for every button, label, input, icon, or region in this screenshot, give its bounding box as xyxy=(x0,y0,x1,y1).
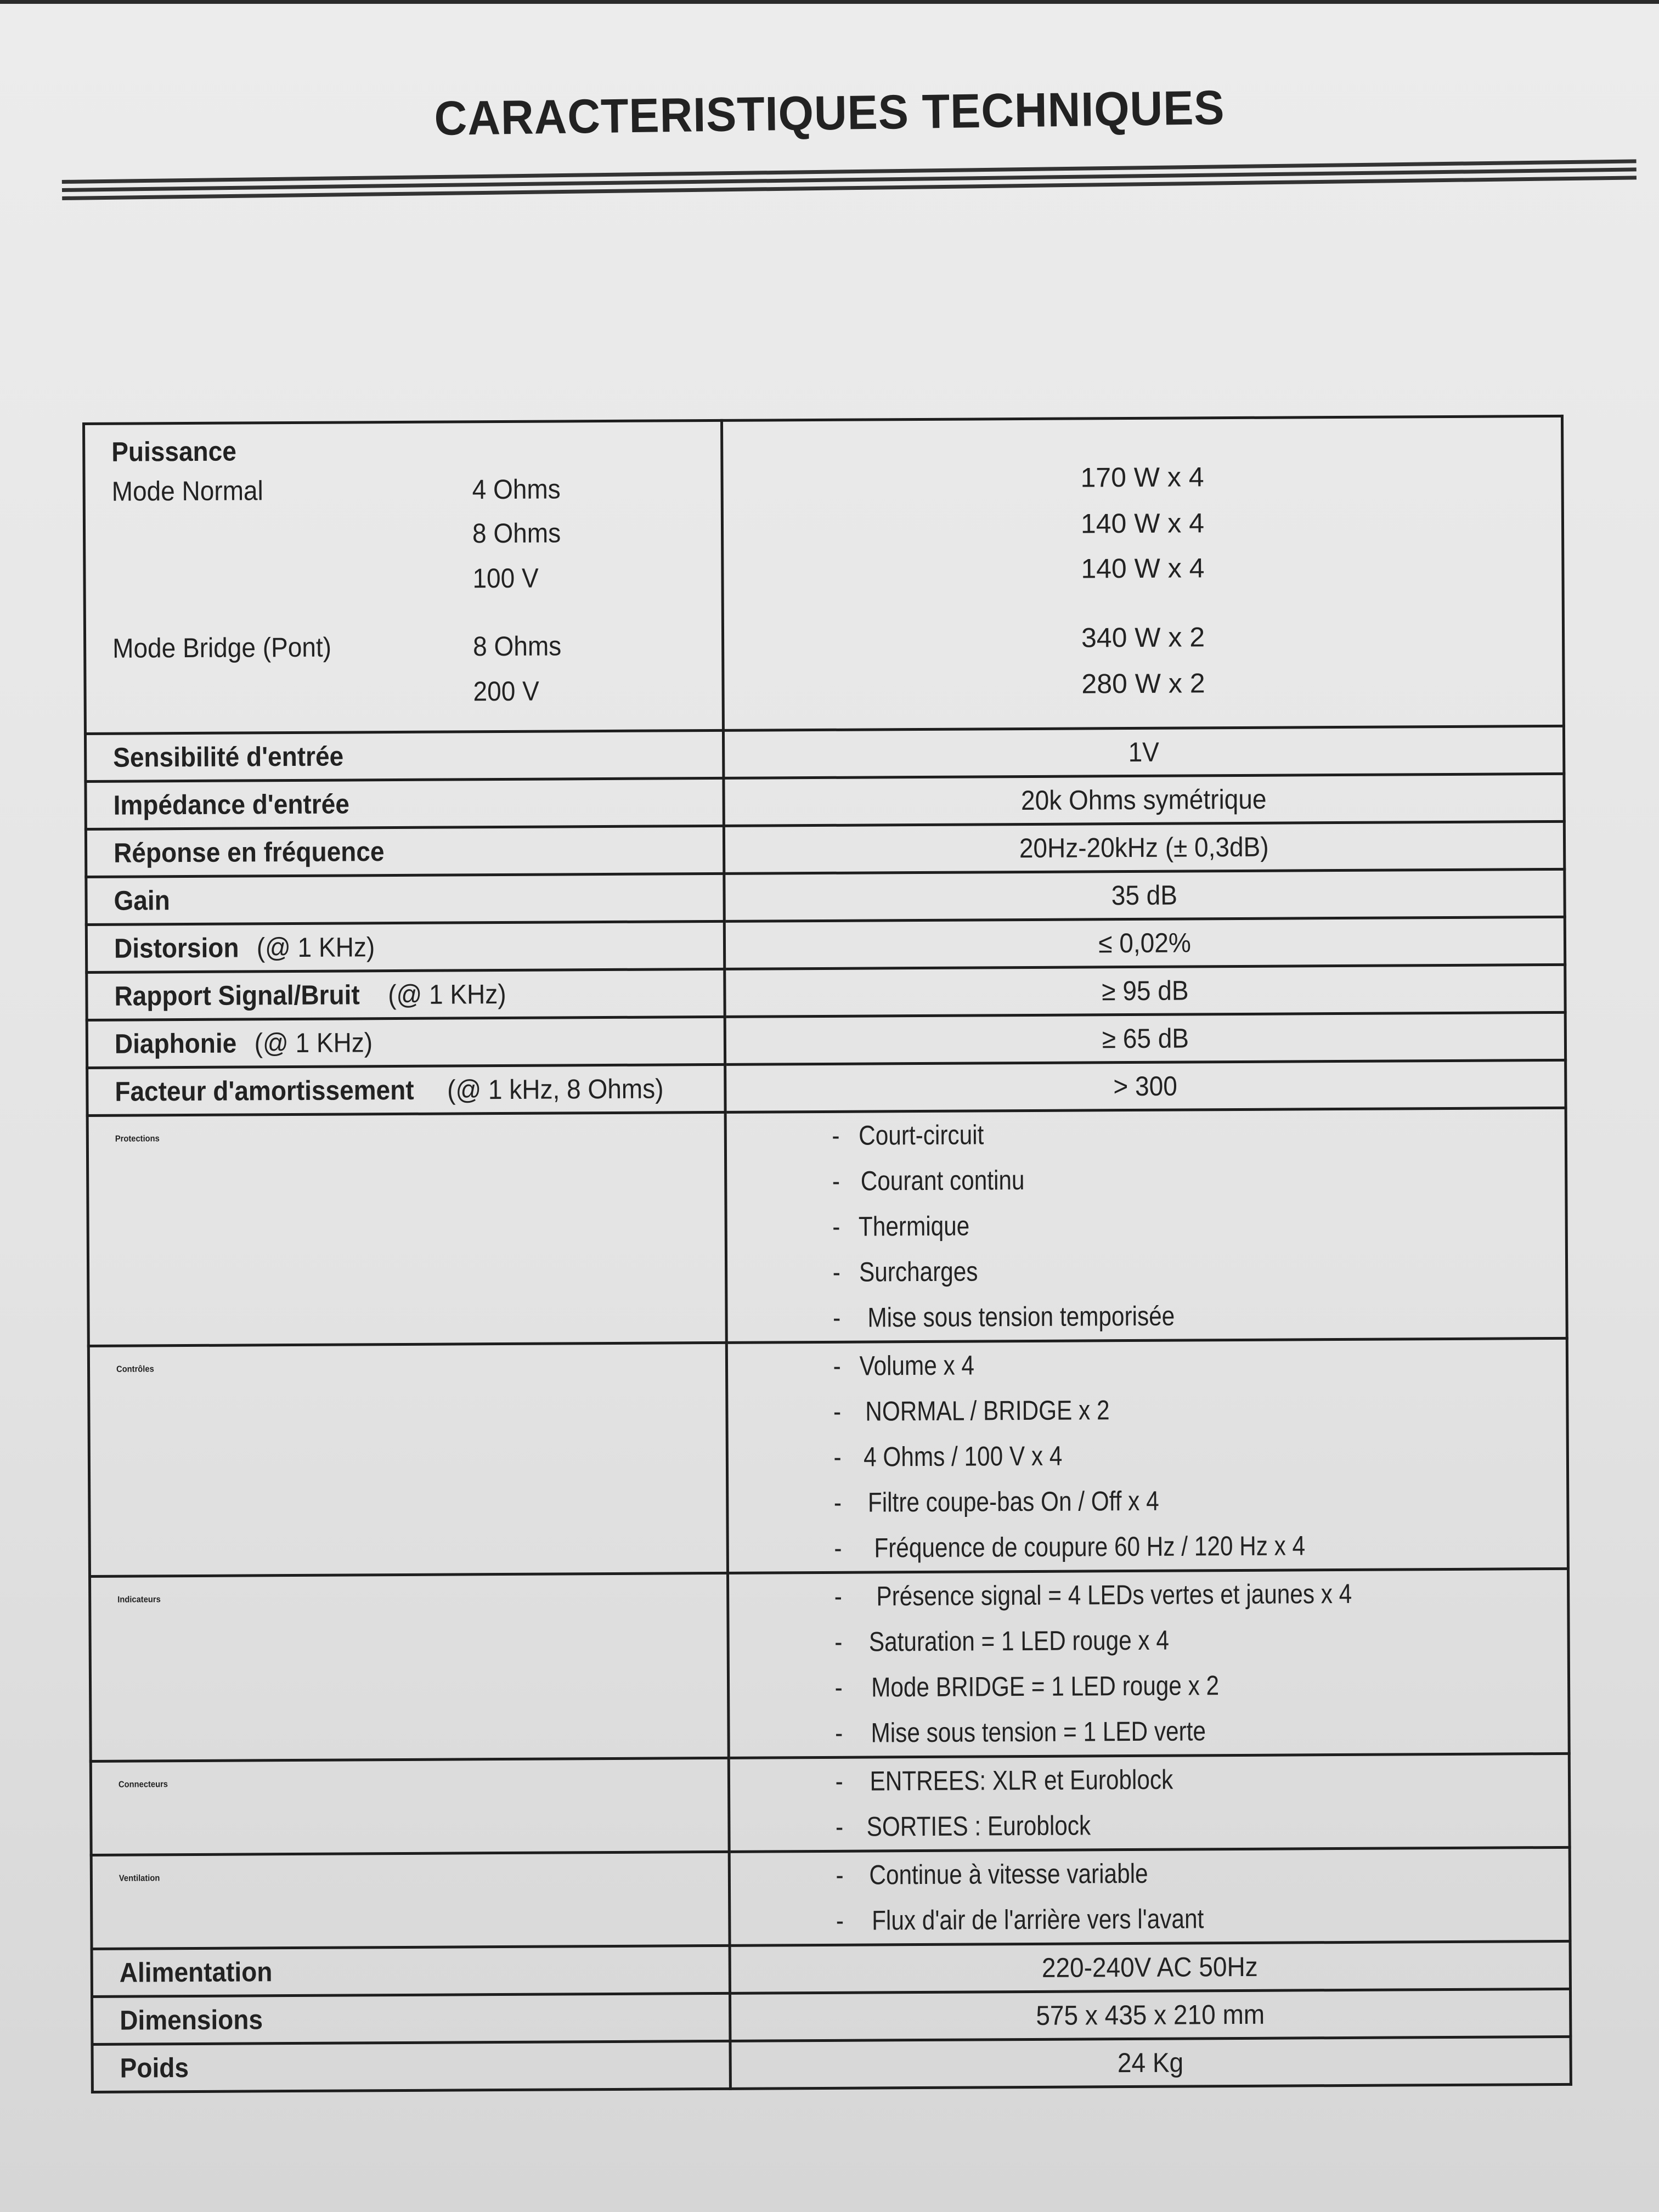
spec-value: 1V xyxy=(1128,736,1159,768)
spec-value-cell xyxy=(724,917,1565,969)
spec-list-item xyxy=(834,1661,1509,1710)
spec-list-item-text: NORMAL / BRIDGE x 2 xyxy=(865,1395,1110,1427)
spec-list-item xyxy=(835,1894,1510,1943)
spec-value: 20k Ohms symétrique xyxy=(1021,783,1267,816)
spec-label-cell xyxy=(92,1945,730,1996)
spec-label-cell xyxy=(92,1993,730,2044)
spec-list-item-text: Flux d'air de l'arrière vers l'avant xyxy=(871,1903,1204,1936)
specs-table xyxy=(82,415,1572,2094)
spec-row xyxy=(92,2036,1571,2092)
mode-normal-label: Mode Normal xyxy=(111,475,263,507)
spec-label: Facteur d'amortissement xyxy=(115,1074,414,1107)
spec-label-cell xyxy=(86,873,724,924)
spec-list-item xyxy=(832,1291,1506,1340)
spec-label: Rapport Signal/Bruit xyxy=(114,979,360,1012)
bullet-dash: - xyxy=(832,1165,840,1197)
bullet-dash: - xyxy=(833,1302,841,1333)
spec-label: Contrôles xyxy=(116,1364,154,1374)
spec-list-item xyxy=(833,1522,1508,1571)
spec-label: Alimentation xyxy=(119,1956,273,1988)
spec-list-item xyxy=(834,1801,1509,1849)
spec-label-condition: (@ 1 KHz) xyxy=(381,978,506,1011)
power-value-5: 280 W x 2 xyxy=(1081,668,1205,699)
bullet-dash: - xyxy=(834,1717,843,1748)
spec-list-item xyxy=(833,1570,1508,1619)
spec-label: Protections xyxy=(115,1134,160,1144)
spec-label-cell xyxy=(92,2041,730,2092)
bullet-dash: - xyxy=(833,1441,842,1472)
spec-value: ≥ 65 dB xyxy=(1102,1023,1189,1054)
bullet-dash: - xyxy=(834,1672,843,1703)
spec-list-item xyxy=(834,1755,1509,1804)
spec-label: Gain xyxy=(114,885,170,916)
bullet-dash: - xyxy=(832,1211,840,1242)
condition-4: 8 Ohms xyxy=(473,630,562,662)
condition-2: 8 Ohms xyxy=(472,517,561,549)
spec-label: Impédance d'entrée xyxy=(113,788,349,821)
spec-value-cell xyxy=(724,774,1564,826)
spec-list-item-text: 4 Ohms / 100 V x 4 xyxy=(863,1440,1063,1472)
spec-value: 575 x 435 x 210 mm xyxy=(1036,1999,1265,2031)
spec-list-cell xyxy=(725,1108,1567,1342)
bullet-dash: - xyxy=(836,1905,844,1936)
spec-label-cell xyxy=(86,921,724,972)
spec-value: 220-240V AC 50Hz xyxy=(1042,1951,1259,1983)
bullet-dash: - xyxy=(834,1581,843,1612)
spec-value-cell xyxy=(725,1012,1565,1064)
spec-list-cell xyxy=(726,1338,1568,1573)
spec-label: Ventilation xyxy=(119,1874,160,1883)
spec-label-cell xyxy=(91,1852,730,1949)
spec-value-cell xyxy=(724,821,1564,873)
spec-value-cell xyxy=(723,726,1564,778)
spec-list-item-text: Thermique xyxy=(858,1210,970,1242)
page-title: CARACTERISTIQUES TECHNIQUES xyxy=(433,80,1226,146)
spec-row xyxy=(86,917,1565,972)
spec-label: Dimensions xyxy=(120,2004,263,2036)
power-value-1: 170 W x 4 xyxy=(1080,461,1204,493)
spec-label-condition: (@ 1 kHz, 8 Ohms) xyxy=(439,1073,664,1105)
spec-label: Réponse en fréquence xyxy=(113,836,385,868)
spec-list-item-text: SORTIES : Euroblock xyxy=(866,1810,1091,1842)
spec-list-row xyxy=(90,1568,1570,1761)
row-puissance xyxy=(84,416,1564,733)
bullet-dash: - xyxy=(833,1350,841,1381)
spec-value: 35 dB xyxy=(1111,879,1178,911)
spec-list-item xyxy=(831,1109,1506,1158)
spec-label: Sensibilité d'entrée xyxy=(113,741,344,773)
bullet-dash: - xyxy=(834,1532,842,1564)
spec-list-item xyxy=(834,1707,1509,1756)
spec-list-item-text: Surcharges xyxy=(859,1256,978,1288)
spec-label-cell xyxy=(87,1112,726,1346)
bullet-dash: - xyxy=(832,1120,840,1151)
spec-list-item-text: Courant continu xyxy=(860,1165,1025,1197)
spec-label-cell xyxy=(86,826,724,877)
spec-list-item-text: Fréquence de coupure 60 Hz / 120 Hz x 4 xyxy=(874,1530,1306,1564)
power-value-3: 140 W x 4 xyxy=(1081,552,1205,584)
spec-list-item-text: Continue à vitesse variable xyxy=(869,1858,1148,1891)
spec-list-item-text: Saturation = 1 LED rouge x 4 xyxy=(868,1624,1170,1657)
spec-list-cell xyxy=(729,1753,1570,1852)
puissance-values-cell xyxy=(721,416,1564,730)
spec-list-item-text: Court-circuit xyxy=(859,1119,984,1151)
spec-list-item-text: Mise sous tension temporisée xyxy=(867,1300,1175,1333)
spec-row xyxy=(87,964,1565,1020)
spec-value-cell xyxy=(730,1989,1571,2041)
spec-label-cell xyxy=(88,1342,727,1576)
spec-row xyxy=(92,1989,1571,2044)
spec-label: Connecteurs xyxy=(118,1780,168,1790)
power-value-4: 340 W x 2 xyxy=(1081,622,1205,653)
spec-label-cell xyxy=(86,778,724,829)
spec-list-row xyxy=(91,1753,1570,1855)
spec-row xyxy=(87,1012,1565,1068)
spec-list-row xyxy=(91,1847,1570,1949)
power-value-2: 140 W x 4 xyxy=(1080,507,1205,539)
spec-label: Indicateurs xyxy=(117,1595,161,1605)
puissance-label-cell xyxy=(84,420,724,733)
spec-list-item xyxy=(831,1200,1506,1249)
spec-value-cell xyxy=(730,2036,1571,2089)
spec-value: 20Hz-20kHz (± 0,3dB) xyxy=(1019,831,1269,864)
bullet-dash: - xyxy=(836,1859,844,1891)
spec-list-item xyxy=(833,1476,1508,1525)
bullet-dash: - xyxy=(832,1256,840,1288)
top-edge xyxy=(0,0,1659,4)
bullet-dash: - xyxy=(835,1765,843,1797)
spec-list-item-text: Filtre coupe-bas On / Off x 4 xyxy=(867,1485,1159,1518)
condition-1: 4 Ohms xyxy=(472,473,561,505)
spec-value-cell xyxy=(724,869,1565,921)
spec-list-item xyxy=(832,1246,1506,1295)
spec-list-item xyxy=(831,1155,1506,1204)
bullet-dash: - xyxy=(835,1811,844,1842)
spec-list-item-text: Mode BRIDGE = 1 LED rouge x 2 xyxy=(871,1670,1220,1703)
spec-list-item-text: ENTREES: XLR et Euroblock xyxy=(870,1764,1173,1797)
spec-label: Distorsion xyxy=(114,932,239,964)
bullet-dash: - xyxy=(833,1487,842,1518)
spec-row xyxy=(86,869,1565,924)
spec-value-cell xyxy=(725,964,1565,1017)
puissance-label: Puissance xyxy=(111,436,237,467)
spec-row xyxy=(85,726,1564,781)
spec-row xyxy=(92,1941,1570,1996)
spec-label-condition: (@ 1 KHz) xyxy=(247,1027,373,1059)
spec-label-cell xyxy=(85,730,723,781)
bullet-dash: - xyxy=(833,1396,842,1427)
spec-value: > 300 xyxy=(1113,1070,1178,1102)
spec-row xyxy=(86,821,1564,877)
spec-list-item xyxy=(832,1385,1507,1434)
spec-value: ≤ 0,02% xyxy=(1098,927,1191,959)
spec-row xyxy=(87,1060,1566,1115)
spec-value: 24 Kg xyxy=(1117,2047,1184,2079)
title-rule xyxy=(62,156,1637,202)
spec-label: Diaphonie xyxy=(114,1028,237,1059)
spec-list-row xyxy=(88,1338,1568,1576)
spec-list-item xyxy=(835,1849,1510,1898)
spec-row xyxy=(86,774,1564,829)
spec-list-item-text: Volume x 4 xyxy=(859,1350,975,1381)
spec-value-cell xyxy=(725,1060,1566,1112)
spec-value-cell xyxy=(730,1941,1570,1993)
spec-list-item xyxy=(832,1340,1507,1389)
spec-list-item xyxy=(833,1616,1508,1664)
bullet-dash: - xyxy=(834,1626,843,1657)
spec-value: ≥ 95 dB xyxy=(1101,975,1189,1007)
spec-label-cell xyxy=(87,1064,725,1115)
spec-list-item-text: Mise sous tension = 1 LED verte xyxy=(871,1716,1206,1748)
spec-list-cell xyxy=(727,1568,1569,1758)
spec-list-cell xyxy=(729,1847,1570,1945)
spec-label-cell xyxy=(91,1758,729,1855)
specs-table-wrapper xyxy=(82,415,1572,2094)
spec-label-cell xyxy=(87,969,725,1020)
spec-label: Poids xyxy=(120,2052,189,2084)
condition-5: 200 V xyxy=(473,675,539,707)
spec-label-cell xyxy=(87,1017,725,1068)
mode-bridge-label: Mode Bridge (Pont) xyxy=(112,631,332,664)
spec-label-cell xyxy=(90,1573,729,1761)
spec-list-item xyxy=(833,1431,1508,1480)
spec-list-item-text: Présence signal = 4 LEDs vertes et jaunes x 4 xyxy=(876,1578,1352,1612)
spec-label-condition: (@ 1 KHz) xyxy=(250,932,375,963)
condition-3: 100 V xyxy=(472,562,539,594)
spec-list-row xyxy=(87,1108,1567,1346)
